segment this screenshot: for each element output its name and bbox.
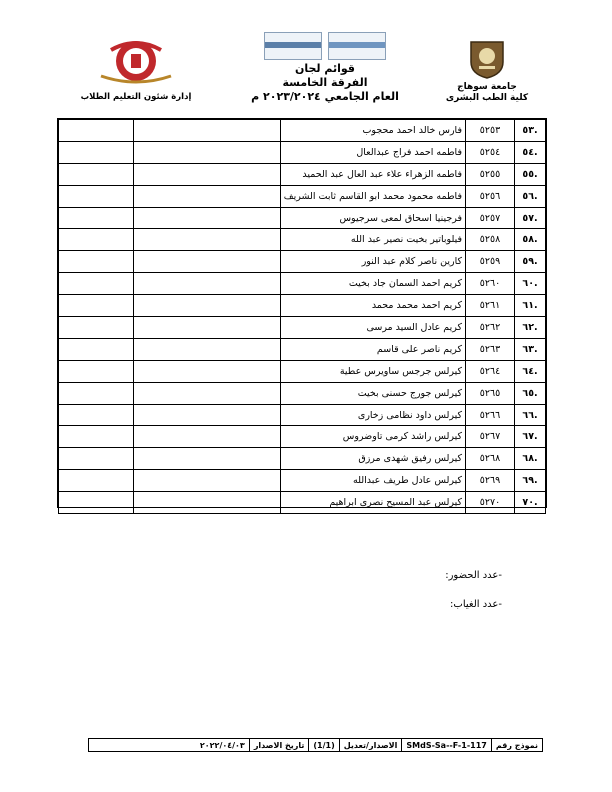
issue-label: الاصدار/تعديل xyxy=(339,739,402,751)
issue-date-value: ٢٠٢٢/٠٤/٠٣ xyxy=(199,740,245,750)
row-number: .٦٣ xyxy=(515,338,546,360)
notes-cell xyxy=(59,141,134,163)
seat-code: ٥٢٥٥ xyxy=(466,163,515,185)
signature-cell xyxy=(133,382,280,404)
student-name: كريم ناصر على قاسم xyxy=(280,338,465,360)
signature-cell xyxy=(133,426,280,448)
table-row xyxy=(59,404,546,426)
seat-code: ٥٢٦٥ xyxy=(466,382,515,404)
accreditation-logo-1 xyxy=(264,32,322,60)
signature-cell xyxy=(133,229,280,251)
form-number-label: نموذج رقم xyxy=(491,739,542,751)
signature-cell xyxy=(133,120,280,142)
student-name: كيرلس عادل طريف عبدالله xyxy=(280,470,465,492)
table-row xyxy=(59,317,546,339)
notes-cell xyxy=(59,382,134,404)
table-row xyxy=(59,448,546,470)
student-name: فاطمه محمود محمد ابو القاسم ثابت الشريف xyxy=(280,185,465,207)
signature-cell xyxy=(133,163,280,185)
accreditation-logos xyxy=(225,32,425,60)
row-number: .٦٠ xyxy=(515,273,546,295)
seat-code: ٥٢٦٠ xyxy=(466,273,515,295)
student-name: كريم عادل السيد مرسى xyxy=(280,317,465,339)
table-row xyxy=(59,229,546,251)
title-block xyxy=(225,32,425,104)
signature-cell xyxy=(133,207,280,229)
notes-cell xyxy=(59,404,134,426)
table-row xyxy=(59,492,546,514)
student-name: فيلوباتير بخيت نصير عبد الله xyxy=(280,229,465,251)
notes-cell xyxy=(59,163,134,185)
students-table-body xyxy=(59,120,546,514)
notes-cell xyxy=(59,317,134,339)
university-name: جامعة سوهاج xyxy=(457,82,517,92)
table-row xyxy=(59,338,546,360)
seat-code: ٥٢٥٩ xyxy=(466,251,515,273)
row-number: .٥٩ xyxy=(515,251,546,273)
department-name: إدارة شئون التعليم الطلاب xyxy=(80,92,192,102)
signature-cell xyxy=(133,448,280,470)
student-name: كيرلس رفيق شهدى مرزق xyxy=(280,448,465,470)
table-row xyxy=(59,185,546,207)
table-row xyxy=(59,163,546,185)
signature-cell xyxy=(133,470,280,492)
student-name: فاطمه الزهراء علاء عبد العال عبد الحميد xyxy=(280,163,465,185)
page-header xyxy=(55,30,553,122)
seat-code: ٥٢٥٣ xyxy=(466,120,515,142)
notes-cell xyxy=(59,120,134,142)
seat-code: ٥٢٦١ xyxy=(466,295,515,317)
table-row xyxy=(59,470,546,492)
seat-code: ٥٢٦٩ xyxy=(466,470,515,492)
student-name: فارس خالد احمد محجوب xyxy=(280,120,465,142)
seat-code: ٥٢٦٢ xyxy=(466,317,515,339)
row-number: .٦٥ xyxy=(515,382,546,404)
table-row xyxy=(59,382,546,404)
university-block xyxy=(427,36,547,104)
signature-cell xyxy=(133,360,280,382)
row-number: .٧٠ xyxy=(515,492,546,514)
form-footer xyxy=(88,738,543,752)
student-name: كيرلس داود نظامى زخارى xyxy=(280,404,465,426)
seat-code: ٥٢٦٦ xyxy=(466,404,515,426)
notes-cell xyxy=(59,185,134,207)
row-number: .٦١ xyxy=(515,295,546,317)
seat-code: ٥٢٦٧ xyxy=(466,426,515,448)
row-number: .٦٦ xyxy=(515,404,546,426)
student-name: كيرلس راشد كرمى تاوضروس xyxy=(280,426,465,448)
row-number: .٥٤ xyxy=(515,141,546,163)
notes-cell xyxy=(59,273,134,295)
notes-cell xyxy=(59,426,134,448)
student-name: كارين ناصر كلام عبد النور xyxy=(280,251,465,273)
row-number: .٥٧ xyxy=(515,207,546,229)
issue-date-label: تاريخ الاصدار xyxy=(249,739,309,751)
student-name: فاطمه احمد فراج عبدالعال xyxy=(280,141,465,163)
row-number: .٥٣ xyxy=(515,120,546,142)
table-row xyxy=(59,207,546,229)
signature-cell xyxy=(133,251,280,273)
academic-year: العام الجامعي ٢٠٢٣/٢٠٢٤ م xyxy=(251,90,399,103)
student-name: كريم احمد السمان جاد بخيت xyxy=(280,273,465,295)
seat-code: ٥٢٥٧ xyxy=(466,207,515,229)
table-row xyxy=(59,295,546,317)
row-number: .٦٧ xyxy=(515,426,546,448)
seat-code: ٥٢٦٤ xyxy=(466,360,515,382)
row-number: .٦٨ xyxy=(515,448,546,470)
absent-count-label: -عدد الغياب: xyxy=(450,599,502,610)
row-number: .٦٩ xyxy=(515,470,546,492)
present-count-label: -عدد الحضور: xyxy=(445,570,502,581)
row-number: .٥٦ xyxy=(515,185,546,207)
students-table xyxy=(57,118,547,508)
seat-code: ٥٢٥٤ xyxy=(466,141,515,163)
student-name: كيرلس جرجس ساويرس عطية xyxy=(280,360,465,382)
form-code: SMdS-Sa--F-1-117 xyxy=(401,739,490,751)
student-affairs-logo-icon xyxy=(91,36,181,86)
faculty-name: كلية الطب البشرى xyxy=(445,93,529,103)
notes-cell xyxy=(59,207,134,229)
notes-cell xyxy=(59,338,134,360)
table-row xyxy=(59,273,546,295)
row-number: .٥٨ xyxy=(515,229,546,251)
seat-code: ٥٢٥٦ xyxy=(466,185,515,207)
seat-code: ٥٢٥٨ xyxy=(466,229,515,251)
notes-cell xyxy=(59,251,134,273)
year-group: الفرقة الخامسة xyxy=(282,76,368,89)
row-number: .٥٥ xyxy=(515,163,546,185)
department-block xyxy=(61,36,211,102)
row-number: .٦٢ xyxy=(515,317,546,339)
accreditation-logo-2 xyxy=(328,32,386,60)
table-row xyxy=(59,360,546,382)
table-row xyxy=(59,426,546,448)
table-row xyxy=(59,141,546,163)
signature-cell xyxy=(133,404,280,426)
row-number: .٦٤ xyxy=(515,360,546,382)
student-name: كيرلس عبد المسيح نصرى ابراهيم xyxy=(280,492,465,514)
issue-value: (1/1) xyxy=(308,739,338,751)
signature-cell xyxy=(133,492,280,514)
table-row xyxy=(59,251,546,273)
notes-cell xyxy=(59,448,134,470)
signature-cell xyxy=(133,185,280,207)
signature-cell xyxy=(133,141,280,163)
page-title: قوائم لجان xyxy=(294,62,356,75)
student-name: فرجينيا اسحاق لمعى سرجيوس xyxy=(280,207,465,229)
notes-cell xyxy=(59,295,134,317)
signature-cell xyxy=(133,295,280,317)
notes-cell xyxy=(59,229,134,251)
notes-cell xyxy=(59,492,134,514)
seat-code: ٥٢٦٣ xyxy=(466,338,515,360)
seat-code: ٥٢٦٨ xyxy=(466,448,515,470)
notes-cell xyxy=(59,360,134,382)
table-row xyxy=(59,120,546,142)
seat-code: ٥٢٧٠ xyxy=(466,492,515,514)
student-name: كريم احمد محمد محمد xyxy=(280,295,465,317)
signature-cell xyxy=(133,273,280,295)
student-name: كيرلس جورج حسنى بخيت xyxy=(280,382,465,404)
attendance-counts xyxy=(445,570,502,628)
notes-cell xyxy=(59,470,134,492)
university-seal-icon xyxy=(465,36,509,80)
signature-cell xyxy=(133,338,280,360)
signature-cell xyxy=(133,317,280,339)
